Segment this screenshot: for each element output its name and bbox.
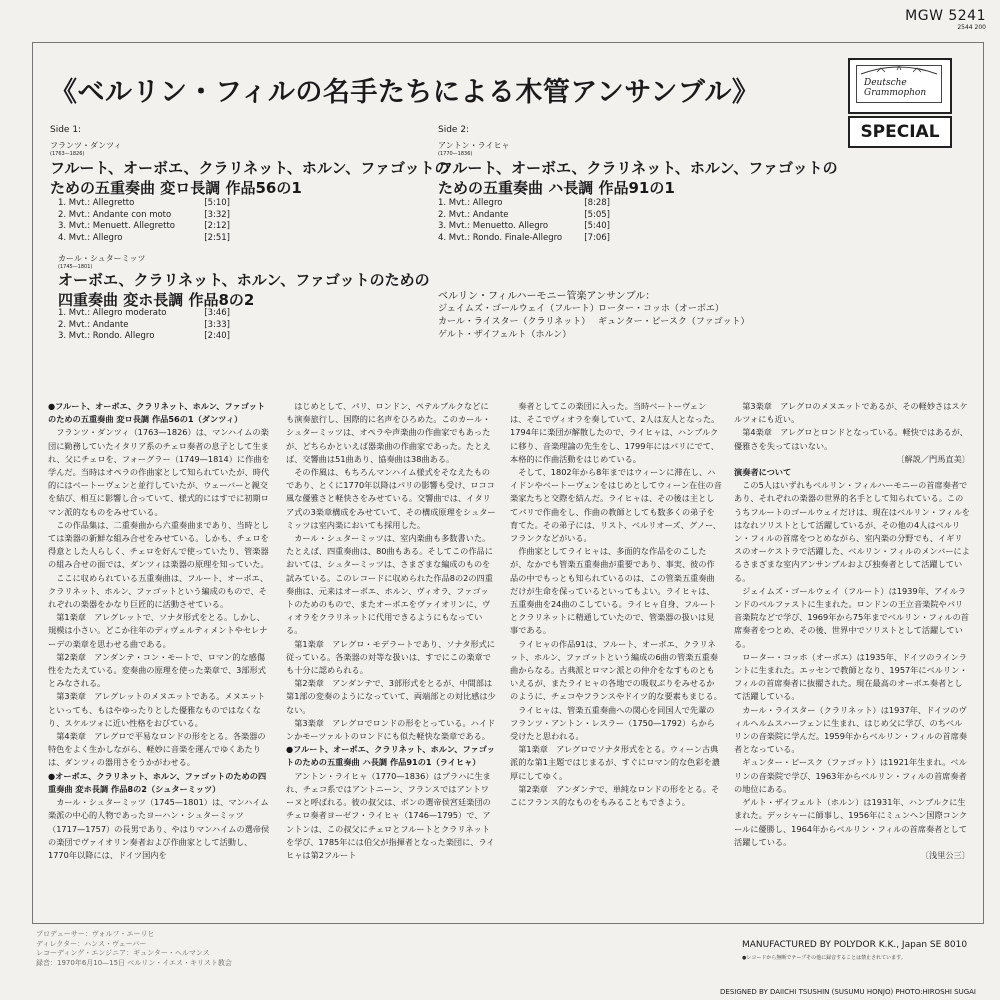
dg-logo bbox=[848, 58, 952, 114]
notes-paragraph: 奏者としてこの楽団に入った。当時ベートーヴェンは、そこでヴィオラを奏していて、2人は友人となった。1794年に楽団が解散したので、ライヒャは、ハンブルクに移り、音楽理論の先生をし、1799年にはパリにでて、本格的に作曲活動をはじめている。 bbox=[510, 401, 720, 464]
movement-row: 1. Mvt.: Allegretto [5:10] bbox=[58, 198, 230, 208]
notes-paragraph: フランツ・ダンツィ（1763—1826）は、マンハイムの楽団に勤務していたイタリア系のチェロ奏者の息子として生まれ、父にチェロを、フォーグラー（1749—1814）に作曲を学んだ。当時はオペラの作曲家として知られていたが、時代的にはベートーヴェンと並行していたが、ウェーバーと親交を結び、相互に影響し合っていて、様式的にはすでに初期ロマン派的なものをみせている。 bbox=[48, 427, 270, 517]
credit-line: 録音：1970年6月10—15日 ベルリン・イエス・キリスト教会 bbox=[36, 958, 232, 967]
notes-paragraph: ここに収められている五重奏曲は、フルート、オーボエ、クラリネット、ホルン、ファゴットという編成のもので、それぞれの楽器をかなり巨匠的に活動させている。 bbox=[48, 572, 269, 610]
composer-reicha: アントン・ライヒャ bbox=[438, 141, 510, 150]
notes-paragraph: 〔浅里公三〕 bbox=[920, 849, 970, 860]
notes-paragraph: ●フルート、オーボエ、クラリネット、ホルン、ファゴットのための五重奏曲 ハ長調 作品91の1（ライヒャ） bbox=[286, 744, 495, 768]
notes-paragraph: 第2楽章 アンダンテで、3部形式をとるが、中間部は第1部の変奏のようになっていて、両端部との対比感は少ない。 bbox=[286, 678, 496, 715]
liner-notes-column-3 bbox=[510, 400, 722, 809]
ensemble-row: ゲルト・ザイフェルト（ホルン） bbox=[438, 330, 572, 340]
notes-paragraph: そして、1802年から8年まではウィーンに滞在し、ハイドンやベートーヴェンをはじめとしてウィーン在住の音楽家たちと交際を結んだ。ライヒャは、その後は主としてパリで作曲をし、作曲の教師としても数多くの弟子を育てた。その弟子には、リスト、ベルリオーズ、グノー、フランクなどがいる。 bbox=[510, 467, 722, 544]
notes-paragraph: 第4楽章 アレグロとロンドとなっている。軽快ではあるが、優雅さを失ってはいない。 bbox=[734, 427, 968, 451]
notes-paragraph: 第1楽章 アレグロでソナタ形式をとる。ウィーン古典派的な第1主題ではじまるが、すぐにロマン的な色彩を濃厚にしてゆく。 bbox=[510, 744, 720, 781]
work-title-line: フルート、オーボエ、クラリネット、ホルン、ファゴットの bbox=[50, 159, 450, 177]
special-badge: SPECIAL bbox=[848, 116, 952, 148]
composer-dates: (1770—1836) bbox=[438, 151, 473, 157]
notes-paragraph: カール・シュターミッツは、室内楽曲も多数書いた。たとえば、四重奏曲は、80曲もある。そしてこの作品においては、シュターミッツは、さまざまな編成のものを試みている。このレコードに収められた作品8の2の四重奏曲は、元来はオーボエ、ホルン、ヴィオラ、ファゴットのためのもので、またオーボエをヴァイオリンに、ヴィオラをクラリネットに代用できるようにもなっている。 bbox=[286, 533, 493, 636]
movement-row: 3. Mvt.: Menuetto. Allegro [5:40] bbox=[438, 221, 610, 231]
notes-paragraph: 第2楽章 アンダンテ・コン・モートで、ロマン的な感傷性をたたえている。変奏曲の原理を使った楽章で、3部形式とみなされる。 bbox=[48, 651, 266, 689]
ensemble-heading: ベルリン・フィルハーモニー管楽アンサンブル： bbox=[438, 291, 656, 302]
composer-dates: (1745—1801) bbox=[58, 264, 93, 270]
movement-list bbox=[58, 198, 230, 244]
notes-paragraph: ●オーボエ、クラリネット、ホルン、ファゴットのための四重奏曲 変ホ長調 作品8の2（シュターミッツ） bbox=[48, 770, 267, 794]
liner-notes-column-1 bbox=[48, 400, 270, 862]
catalog-number: MGW 5241 2544 200 bbox=[905, 8, 986, 31]
credit-line: プロデューサー：ヴォルフ・エーリヒ bbox=[36, 930, 155, 938]
movement-row: 1. Mvt.: Allegro moderato [3:46] bbox=[58, 308, 230, 318]
manufacturer-line: MANUFACTURED BY POLYDOR K.K., Japan SE 8010 bbox=[742, 940, 968, 950]
copyright-notice: ●レコードから無断でテープその他に録音することは禁止されています。 bbox=[742, 955, 906, 961]
notes-paragraph: カール・ライスター（クラリネット）は1937年、ドイツのヴィルヘルムスハーフェンに生まれ、はじめ父に学び、のちベルリンの音楽院に学んだ。1959年からベルリン・フィルの首席奏者となっている。 bbox=[734, 704, 968, 755]
design-credit: DESIGNED BY DAIICHI TSUSHIN (SUSUMU HONJO) PHOTO:HIROSHI SUGAI bbox=[720, 988, 976, 996]
movement-list bbox=[438, 198, 610, 244]
notes-paragraph: ジェイムズ・ゴールウェイ（フルート）は1939年、アイルランドのベルファストに生まれた。ロンドンの王立音楽院やパリ音楽院などで学び、1969年から75年までベルリン・フィルの首席奏者をつとめ、その後、世界中でソリストとして活躍している。 bbox=[734, 585, 969, 649]
work-title-danzi bbox=[50, 158, 450, 198]
work-title-line: 四重奏曲 変ホ長調 作品8の2 bbox=[58, 291, 255, 309]
movement-list bbox=[58, 308, 230, 343]
notes-paragraph: 第1楽章 アレグロ・モデラートであり、ソナタ形式に従っている。各楽器の対等な扱いは、すでにこの楽章でも十分に認められる。 bbox=[286, 638, 495, 676]
notes-paragraph: 第3楽章 アレグロのメヌエットであるが、その軽妙さはスケルツォにも近い。 bbox=[734, 401, 968, 425]
notes-paragraph: はじめとして、パリ、ロンドン、ペテルブルクなどにも演奏旅行し、国際的に名声をひろめた。このカール・シュターミッツは、オペラや声楽曲の作曲家でもあったが、どちらかといえば器楽曲の作曲家であった。たとえば、交響曲は51曲あり、協奏曲は38曲ある。 bbox=[286, 401, 491, 464]
liner-notes-column-4 bbox=[734, 400, 970, 862]
composer-danzi: フランツ・ダンツィ bbox=[50, 141, 122, 150]
composer-stamitz: カール・シュターミッツ bbox=[58, 254, 146, 263]
notes-paragraph: 第1楽章 アレグレットで、ソナタ形式をとる。しかし、規模は小さい。どこか往年のディヴェルティメントやセレナーデの楽章を思わせる曲である。 bbox=[48, 612, 268, 649]
side2-label: Side 2: bbox=[438, 125, 470, 135]
notes-paragraph: 作曲家としてライヒャは、多面的な作品をのこしたが、なかでも管楽五重奏曲が重要であり、事実、彼の作品の中でもっとも知られているのは、この管楽五重奏曲だけが生命を保っているといってもよい。ライヒャは、五重奏曲を24曲のこしている。ライヒャ自身、フルートとクラリネットに精通していたので、管楽器の扱いは見事である。 bbox=[510, 546, 717, 636]
notes-paragraph: ローター・コッホ（オーボエ）は1935年、ドイツのラインラントに生まれた。エッセンで教師となり、1957年にベルリン・フィルの首席奏者に抜擢された。現在最高のオーボエ奏者として活躍している。 bbox=[734, 651, 968, 702]
notes-paragraph: 〔解説／門馬直美〕 bbox=[896, 453, 970, 464]
composer-dates: (1763—1826) bbox=[50, 151, 85, 157]
dg-logo-text: Deutsche Grammophon bbox=[864, 78, 927, 98]
notes-paragraph: 演奏者について bbox=[734, 467, 792, 478]
notes-paragraph: 第3楽章 アレグレットのメヌエットである。メヌエットといっても、もはやゆったりとした優雅なものではなくなり、スケルツォに近い性格をおびている。 bbox=[48, 691, 266, 728]
side1-label: Side 1: bbox=[50, 125, 82, 135]
notes-paragraph: 第4楽章 アレグロで平易なロンドの形をとる。各楽器の特色をよく生かしながら、軽妙に音楽を運んでゆくあたりは、ダンツィの器用さをうかがわせる。 bbox=[48, 731, 266, 768]
movement-row: 2. Mvt.: Andante [5:05] bbox=[438, 209, 610, 220]
work-title-line: オーボエ、クラリネット、ホルン、ファゴットのための bbox=[58, 271, 430, 289]
liner-notes-column-2 bbox=[286, 400, 496, 862]
work-title-line: ための五重奏曲 ハ長調 作品91の1 bbox=[438, 179, 675, 197]
notes-paragraph: ギュンター・ピースク（ファゴット）は1921年生まれ。ベルリンの音楽院で学び、1963年からベルリン・フィルの首席奏者の地位にある。 bbox=[734, 757, 967, 794]
work-title-line: ための五重奏曲 変ロ長調 作品56の1 bbox=[50, 179, 302, 197]
notes-paragraph: アントン・ライヒャ（1770—1836）はプラハに生まれ、チェコ系ではアントニーン、フランスではアントワーヌと呼ばれる。彼の叔父は、ボンの選帝侯宮廷楽団のチェロ奏者ヨーゼフ・ライヒャ（1746—1795）で、アントンは、この叔父にチェロとフルートとクラリネットを学び、1785年には伯父が指揮者となった楽団に、ライヒャは第2フルート bbox=[286, 770, 495, 860]
movement-row: 1. Mvt.: Allegro [8:28] bbox=[438, 198, 610, 208]
production-credits bbox=[36, 930, 232, 968]
notes-paragraph: ●フルート、オーボエ、クラリネット、ホルン、ファゴットのための五重奏曲 変ロ長調 作品56の1（ダンツィ） bbox=[48, 401, 266, 425]
movement-row: 3. Mvt.: Menuett. Allegretto [2:12] bbox=[58, 221, 230, 231]
ensemble-row: ジェイムズ・ゴールウェイ（フルート）ローター・コッホ（オーボエ） bbox=[438, 304, 724, 314]
movement-row: 2. Mvt.: Andante [3:33] bbox=[58, 319, 230, 330]
credit-line: ディレクター：ハンス・ヴェーバー bbox=[36, 939, 147, 948]
movement-row: 4. Mvt.: Rondo. Finale-Allegro [7:06] bbox=[438, 232, 610, 243]
album-title: 《ベルリン・フィルの名手たちによる木管アンサンブル》 bbox=[50, 77, 760, 108]
work-title-reicha bbox=[438, 158, 838, 198]
notes-paragraph: ライヒャの作品91は、フルート、オーボエ、クラリネット、ホルン、ファゴットという編成の6曲の管楽五重奏曲からなる。古典派とロマン派との仲介をなすものともいえるが、またライヒャの各地での吸収ぶりをみせるかのように、チェコやフランスやドイツ的な要素もまじる。 bbox=[510, 638, 722, 702]
movement-row: 2. Mvt.: Andante con moto [3:32] bbox=[58, 209, 230, 220]
work-title-stamitz bbox=[58, 270, 430, 310]
notes-paragraph: 第3楽章 アレグロでロンドの形をとっている。ハイドンかモーツァルトのロンドにも似た軽快な楽章である。 bbox=[286, 717, 496, 742]
notes-paragraph: ゲルト・ザイフェルト（ホルン）は1931年、ハンブルクに生まれた。デッシャーに師事し、1956年にミュンヘン国際コンクールに優勝し、1964年からベルリン・フィルの首席奏者として活躍している。 bbox=[734, 797, 968, 847]
notes-paragraph: この5人はいずれもベルリン・フィルハーモニーの首席奏者であり、それぞれの楽器の世界的名手として知られている。このうちフルートのゴールウェイだけは、現在はベルリン・フィルをはなれソリストとして活躍しているが、その他の4人はベルリン・フィルの首席をつとめながら、室内楽の分野でも、イギリスのオーケストラで活躍した、ベルリン・フィルのメンバーによるさまざまな室内アンサンブルおよび独奏者として活躍している。 bbox=[734, 480, 970, 583]
ensemble-row: カール・ライスター（クラリネット） ギュンター・ピースク（ファゴット） bbox=[438, 317, 750, 327]
ensemble-credits bbox=[438, 290, 749, 342]
credit-line: レコーディング・エンジニア：ギュンター・ヘルマンス bbox=[36, 949, 210, 958]
notes-paragraph: その作風は、もちろんマンハイム様式をそなえたものであり、とくに1770年以降はパリの影響も受け、ロココ風な優雅さと軽快さをみせている。交響曲では、イタリア式の3楽章構成をみせていて、その構成原理をシュターミッツは室内楽においても採用した。 bbox=[286, 467, 496, 530]
notes-paragraph: この作品集は、二重奏曲から六重奏曲まであり、当時としては楽器の新鮮な組み合せをみせている。しかも、チェロを得意とした人らしく、チェロを好んで使っていたり、管楽器の組み合せの面では、ダンツィは楽器の原理を知っていた。 bbox=[48, 519, 270, 570]
movement-row: 3. Mvt.: Rondo. Allegro [2:40] bbox=[58, 331, 230, 341]
work-title-line: フルート、オーボエ、クラリネット、ホルン、ファゴットの bbox=[438, 159, 838, 177]
movement-row: 4. Mvt.: Allegro [2:51] bbox=[58, 232, 230, 243]
notes-paragraph: ライヒャは、管楽五重奏曲への関心を同国人で先輩のフランツ・アントン・レスラー（1750—1792）らから受けたと思われる。 bbox=[510, 704, 715, 742]
notes-paragraph: 第2楽章 アンダンテで、単純なロンドの形をとる。そこにフランス的なものをもみることもできよう。 bbox=[510, 783, 720, 808]
notes-paragraph: カール・シュターミッツ（1745—1801）は、マンハイム楽派の中心的人物であったヨーハン・シュターミッツ（1717—1757）の長男であり、やはりマンハイムの選帝侯の楽団でヴァイオリン奏者および作曲家として活動し、1770年以降には、ドイツ国内を bbox=[48, 797, 270, 860]
